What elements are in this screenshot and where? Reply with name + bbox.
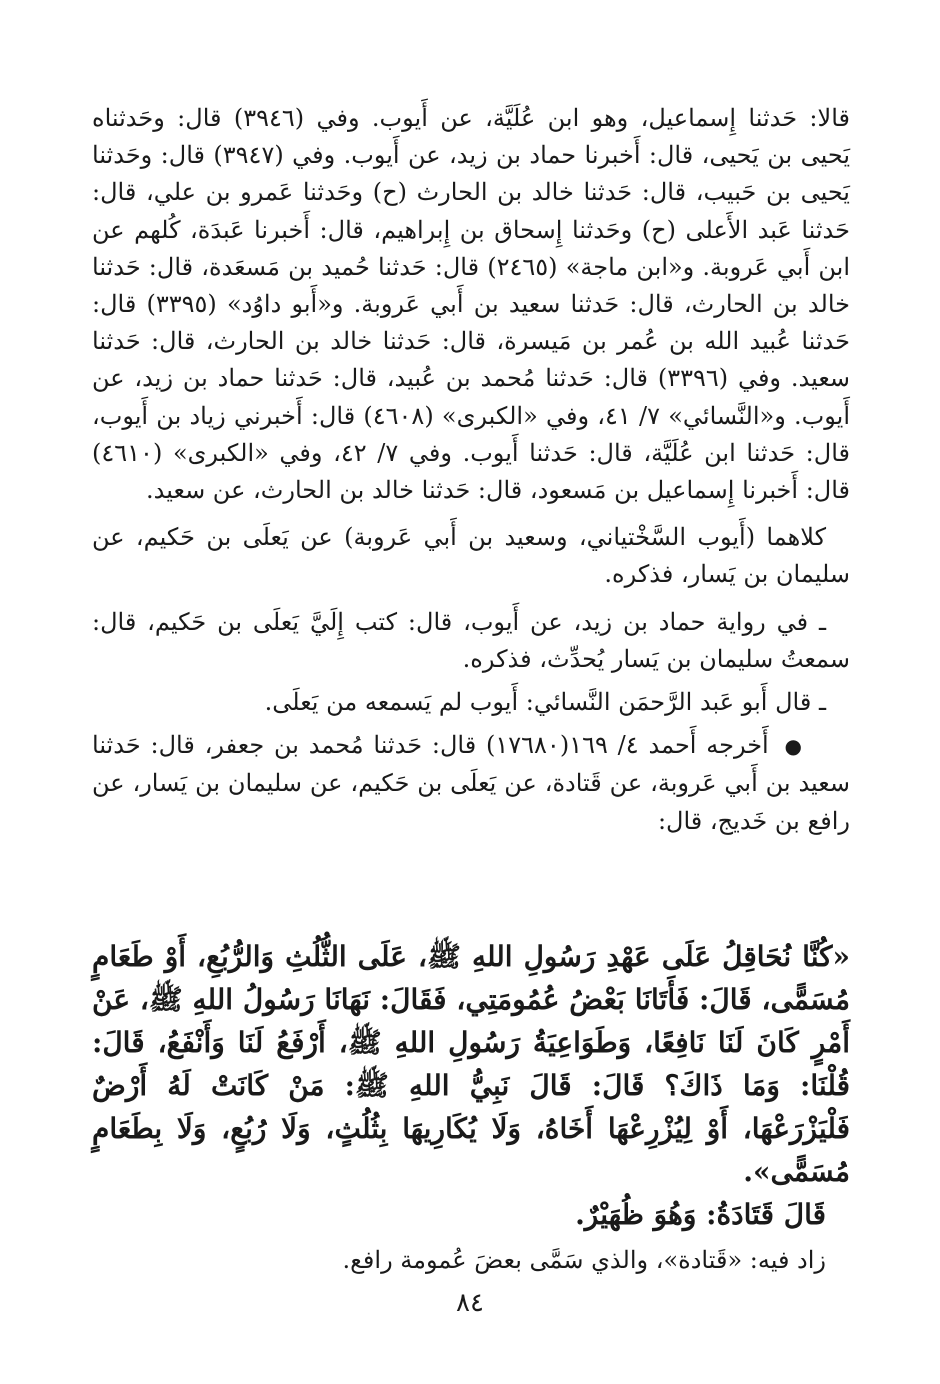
text-line: أَخرجه أَحمد ٤/ ١٦٩(١٧٦٨٠) قال: حَدثنا مُحمد بن جعفر، قال: حَدثنا [92,731,769,760]
reference-line: خالد بن الحارث، قال: حَدثنا سعيد. وفي (٣٣٩٦) قال: حَدثنا مُحمد بن عُبيد، قال: [92,327,851,393]
reference-line: (٢٤٦٥) قال: حَدثنا حُميد بن مَسعَدة، قال: حَدثنا خالد بن الحارث، قال: حَدثنا سعيد بن [92,252,850,319]
reference-line: يَحيى، قال: أَخبرنا حماد بن زيد، عن أَيوب. وفي (٣٩٤٧) قال: وحَدثنا يَحيى بن حَبيب، [92,141,850,207]
hadith-line: قَالَ: فَأَتَانَا بَعْضُ عُمُومَتِي، فَقَالَ: نَهَانَا رَسُولُ اللهِ ﷺ، عَنْ أَمْرٍ كَانَ لَنَا نَافِعًا، [92,983,851,1059]
hadith-paragraph [92,935,850,1193]
reference-line: وحَدثنا إِسحاق بن إِبراهيم، قال: أَخبرنا عَبدَة، كُلهم عن ابن أَبي عَروبة. و«ابن ماجة» [92,215,851,281]
text-line: سعيد بن أَبي عَروبة، عن قَتادة، عن يَعلَى بن حَكيم، عن سليمان بن يَسار، عن رافع بن [92,769,850,835]
bullet-icon: ● [784,734,802,759]
addition-note: زاد فيه: «قَتادة»، والذي سَمَّى بعضَ عُمومة رافع. [342,1246,826,1274]
text-line: سليمان بن يَسار، فذكره. [604,560,850,589]
reference-line: (٤٦١٠) قال: أَخبرنا إِسماعيل بن مَسعود، قال: حَدثنا خالد بن الحارث، عن سعيد. [92,438,850,505]
hadith-text [92,935,850,1280]
hadith-line: وَلَا بِطَعَامٍ مُسَمًّى». [92,1112,850,1188]
text-line: سمعتُ سليمان بن يَسار يُحدِّث، فذكره. [462,644,850,673]
text-line: خَديج، قال: [657,806,768,835]
page-number: ٨٤ [456,1288,484,1318]
references-paragraph [92,100,850,509]
hadith-line: وَطَوَاعِيَةُ رَسُولِ اللهِ ﷺ، أَرْفَعُ لَنَا وَأَنْفَعُ، قَالَ: قُلْنَا: وَمَا ذَاكَ؟ قَالَ: قَالَ نَبِيُّ اللهِ [92,1026,851,1102]
reference-line: قال: حَدثنا خالد بن الحارث (ح) وحَدثنا عَمرو بن علي، قال: حَدثنا عَبد الأَعلى (ح) [92,178,850,244]
ahmad-takhrij-paragraph [92,727,850,840]
nasai-comment: ـ قال أَبو عَبد الرَّحمَن النَّسائي: أَيوب لم يَسمعه من يَعلَى. [264,688,826,717]
hammad-version-paragraph [92,604,850,678]
main-text [92,100,850,840]
text-line: ـ في رواية حماد بن زيد، عن أَيوب، قال: كتب إِلَيَّ يَعلَى بن حَكيم، قال: [92,607,826,636]
hadith-line: «كُنَّا نُحَاقِلُ عَلَى عَهْدِ رَسُولِ اللهِ ﷺ، عَلَى الثُّلُثِ وَالرُّبُعِ، أَوْ طَعَامٍ مُسَمًّى، [92,940,850,1016]
reference-line: زياد بن أَيوب، قال: حَدثنا ابن عُلَيَّة، قال: حَدثنا أَيوب. وفي ٧/ ٤٢، وفي «الكبرى» [92,401,850,467]
text-line: كلاهما (أَيوب السَّخْتياني، وسعيد بن أَبي عَروبة) عن يَعلَى بن حَكيم، عن [92,523,826,552]
reference-line: أَبي عَروبة. و«أَبو داوُد» (٣٣٩٥) قال: حَدثنا عُبيد الله بن عُمر بن مَيسرة، قال: حَدثنا [92,290,850,356]
reference-line: قالا: حَدثنا إِسماعيل، وهو ابن عُلَيَّة، عن أَيوب. وفي (٣٩٤٦) قال: وحَدثناه يَحيى بن [92,104,851,170]
both-narrate-paragraph [92,519,850,593]
qatada-note: قَالَ قَتَادَةُ: وَهُوَ ظُهَيْرٌ. [575,1198,826,1231]
hadith-line: ﷺ: مَنْ كَانَتْ لَهُ أَرْضٌ فَلْيَزْرَعْهَا، أَوْ لِيُزْرِعْهَا أَخَاهُ، وَلَا يُكَارِيهَا بِثُلُثٍ، وَلَا رُبُعٍ، [92,1069,851,1145]
reference-line: حَدثنا حماد بن زيد، عن أَيوب. و«النَّسائي» ٧/ ٤١، وفي «الكبرى» (٤٦٠٨) قال: أَخبرني [92,364,850,430]
